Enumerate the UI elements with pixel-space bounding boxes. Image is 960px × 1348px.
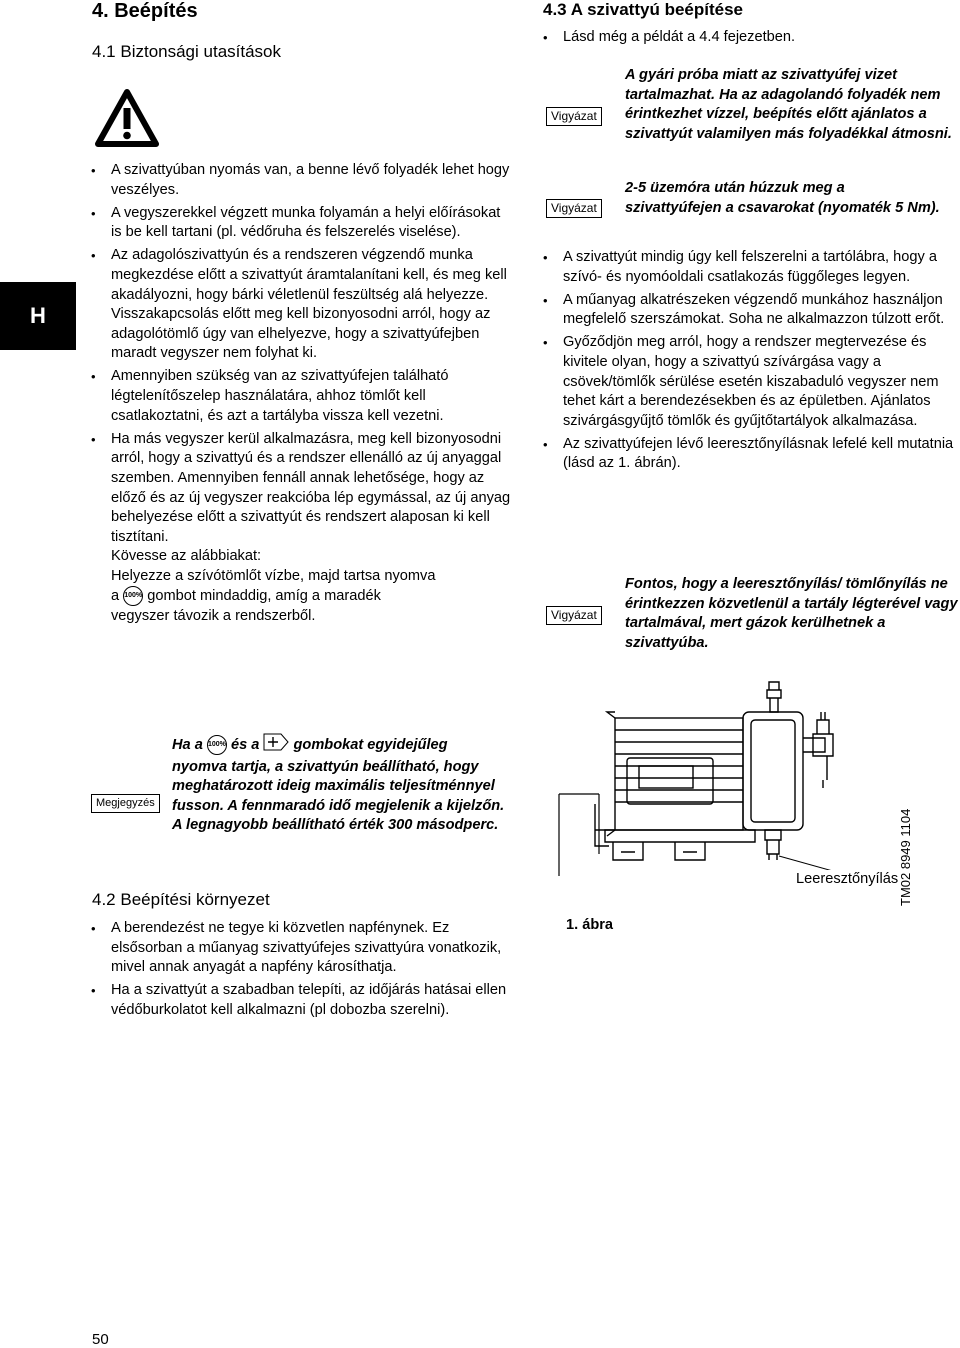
page-number: 50 (92, 1331, 109, 1348)
figure-label: 1. ábra (566, 917, 614, 933)
list-item: • Az adagolószivattyún és a rendszeren végzendő munka megkezdése előtt a szivattyút áramtalanítani kell, és meg kell akadályozni, hogy bárki véletlenül feszültség alá helyezze. Visszakapcsolás előtt meg kell bizonyosodni arról, hogy az adagolótömlő úgy van elhelyezve, hogy a szivattyúfejben maradt vegyszer nem folyhat ki. (91, 246, 511, 364)
list-item: • Az szivattyúfejen lévő leeresztőnyílásnak lefelé kell mutatnia (lásd az 1. ábrán). (543, 435, 960, 474)
caution-label: Vigyázat (546, 606, 602, 625)
environment-list (91, 919, 511, 1024)
caution-text-2: 2-5 üzemóra után húzzuk meg a szivattyúfejen a csavarokat (nyomaték 5 Nm). (625, 180, 940, 216)
note-text (172, 733, 512, 836)
list-item-text: Ha más vegyszer kerül alkalmazásra, meg kell bizonyosodni arról, hogy a szivattyú és a rendszer ellenálló az új anyaggal szemben. Amennyiben fennáll annak lehetősége, hogy az előző és az új vegyszer reakcióba lép egymással, az új anyag behelyezése előtt a szivattyút és rendszert alaposan ki kell tisztítani. (111, 430, 511, 545)
note-line-mid: és a (230, 737, 260, 754)
list-item (91, 430, 511, 627)
section-title: 4. Beépítés (92, 0, 198, 22)
list-item: • A szivattyút mindig úgy kell felszerelni a tartólábra, hogy a szívó- és nyomóoldali csatlakozás függőleges legyen. (543, 248, 960, 287)
note-line-pre: Ha a (172, 737, 203, 754)
list-item: • Lásd még a példát a 4.4 fejezetben. (543, 28, 943, 48)
caution-label: Vigyázat (546, 199, 602, 218)
subsection-title: 4.1 Biztonsági utasítások (92, 42, 282, 61)
follow-line-3: vegyszer távozik a rendszerből. (111, 607, 316, 624)
button-100-icon: 100% (123, 586, 143, 606)
safety-list (91, 161, 511, 627)
follow-label: Kövesse az alábbiakat: (111, 548, 262, 565)
plus-button-icon (263, 733, 289, 758)
list-item: • A vegyszerekkel végzett munka folyamán a helyi előírásokat is be kell tartani (pl. védőruha és felszerelés viselése). (91, 204, 511, 243)
figure-code: TM02 8949 1104 (898, 808, 913, 906)
list-item: • Ha a szivattyút a szabadban telepíti, az időjárás hatásai ellen védőburkolatot kell alkalmazni (pl dobozba szerelni). (91, 981, 511, 1020)
warning-triangle-icon (94, 86, 160, 150)
list-item: • A műanyag alkatrészeken végzendő munkához használjon megfelelő szerszámokat. Soha ne alkalmazzon túlzott erőt. (543, 291, 960, 330)
language-tab: H (0, 282, 76, 350)
note-rest: nyomva tartja, a szivattyún beállítható, hogy meghatározott ideig maximális teljesítménnyel fusson. A fennmaradó idő megjelenik a kijelzőn. A legnagyobb beállítható érték 300 másodperc. (172, 758, 505, 834)
caution-text-1: A gyári próba miatt az szivattyúfej vizet tartalmazhat. Ha az adagolandó folyadék nem érintkezhet vízzel, beépítés előtt ajánlatos a szivattyút valamilyen más folyadékkal átmosni. (625, 67, 952, 142)
follow-line-1: Helyezze a szívótömlőt vízbe, majd tartsa nyomva (111, 567, 436, 584)
button-100-icon: 100% (207, 735, 227, 755)
follow-line-2-post: gombot mindaddig, amíg a maradék (147, 588, 381, 605)
mounting-bracket-drawing (555, 790, 615, 880)
section-title-right: 4.3 A szivattyú beépítése (543, 0, 743, 19)
note-label: Megjegyzés (91, 794, 160, 813)
list-item: • Győződjön meg arról, hogy a rendszer megtervezése és kivitele olyan, hogy a szivattyú szívárgása vagy a csövek/tömlők sérülése esetén kiszabaduló vegyszer nem tehet kárt a berendezésekben és az épületben. Ajánlatos szivárgásgyűjtő tömlők és gyűjtőtartályok alkalmazása. (543, 333, 960, 431)
caution-text-3: Fontos, hogy a leeresztőnyílás/ tömlőnyílás ne érintkezzen közvetlenül a tartály légterével vagy tartalmával, mert gázok kerülhetnek a szivattyúba. (625, 576, 958, 651)
see-also-list (543, 28, 943, 51)
caution-label: Vigyázat (546, 107, 602, 126)
drain-label: Leeresztőnyílás (796, 871, 899, 887)
note-line-post: gombokat egyidejűleg (293, 737, 448, 754)
list-item: • A szivattyúban nyomás van, a benne lévő folyadék lehet hogy veszélyes. (91, 161, 511, 200)
list-item: • A berendezést ne tegye ki közvetlen napfénynek. Ez elsősorban a műanyag szivattyúfejes szivattyúra vonatkozik, mivel annak anyagát a napfény károsíthatja. (91, 919, 511, 978)
follow-line-2-pre: a (111, 588, 120, 605)
list-item: • Amennyiben szükség van az szivattyúfejen található légtelenítőszelep használatára, ahhoz tömlőt kell csatlakoztatni, és azt a tartályba vissza kell vezetni. (91, 367, 511, 426)
subsection-title-2: 4.2 Beépítési környezet (92, 890, 270, 909)
install-list (543, 248, 960, 478)
